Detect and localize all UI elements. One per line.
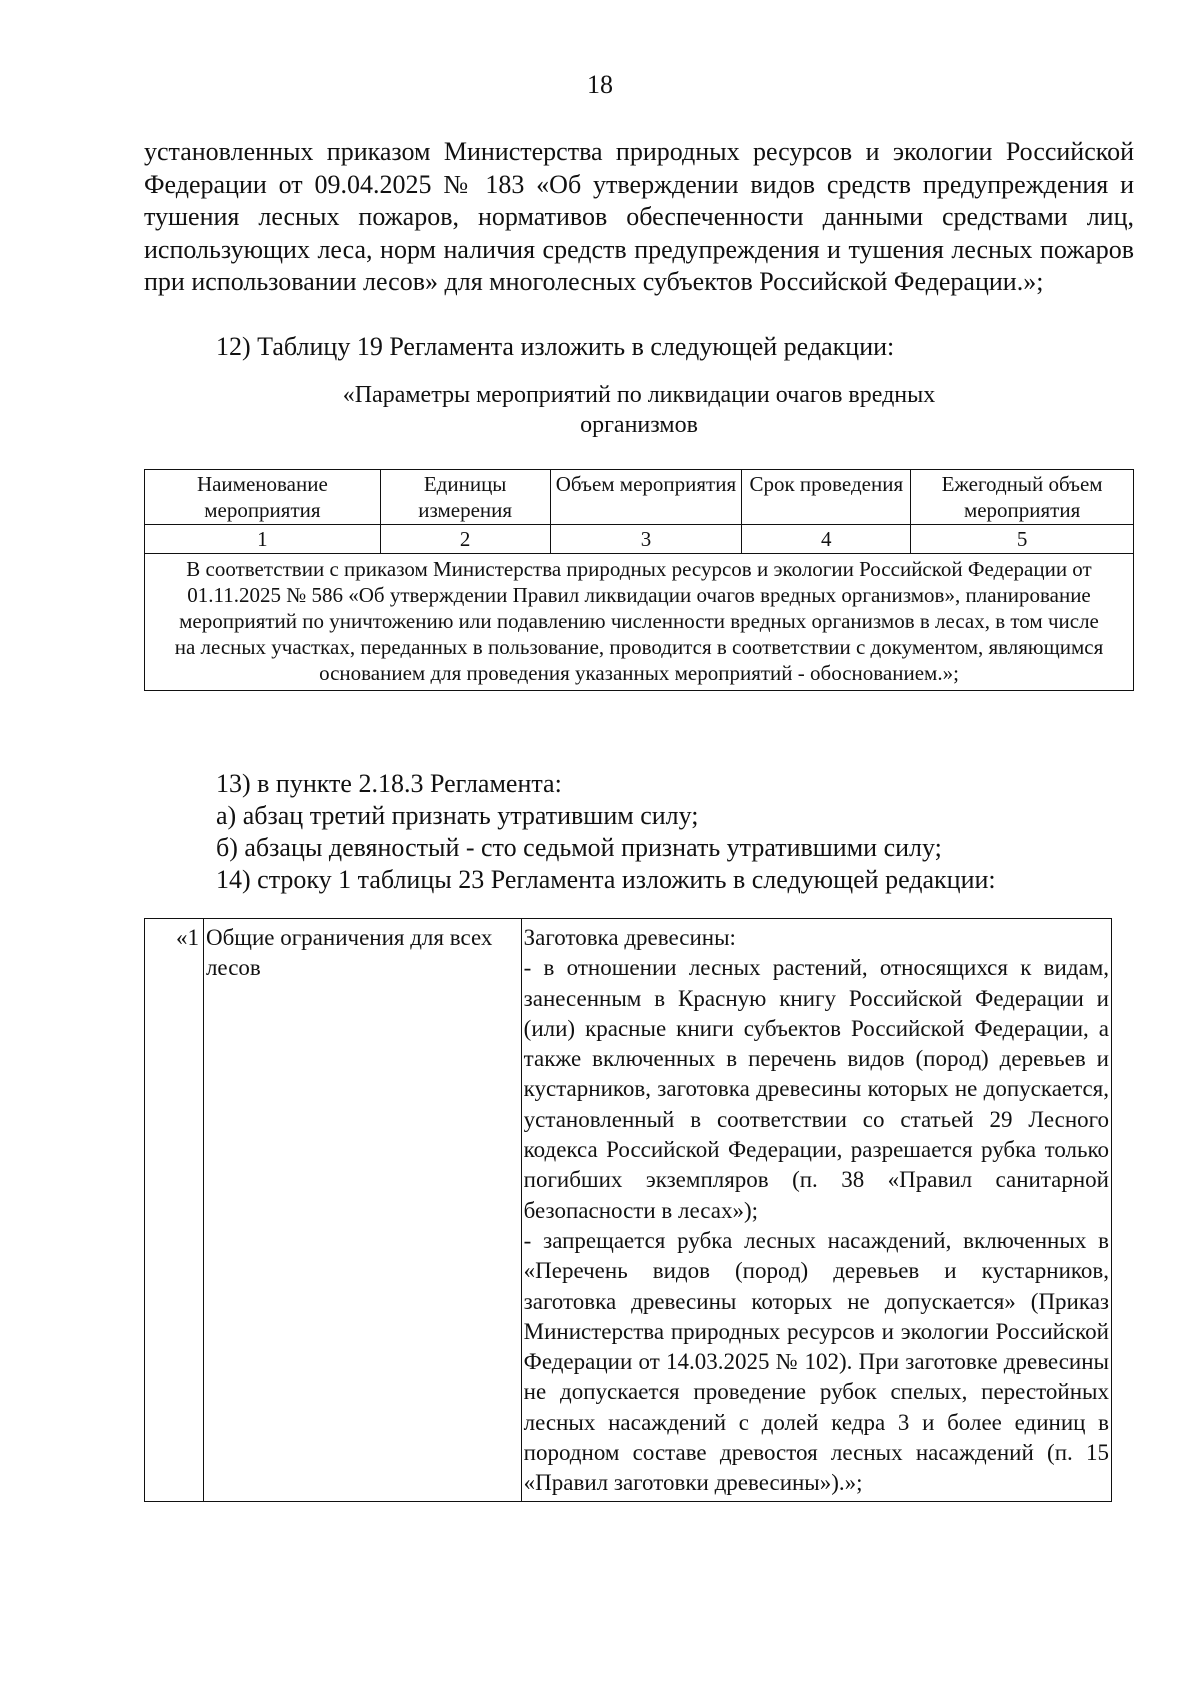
item-13-b: б) абзацы девяностый - сто седьмой признать утратившими силу;	[216, 833, 942, 862]
item-12: 12) Таблицу 19 Регламента изложить в следующей редакции:	[216, 332, 895, 361]
table-19	[144, 469, 1134, 691]
table19-merged-cell: В соответствии с приказом Министерства природных ресурсов и экологии Российской Федерации от 01.11.2025 № 586 «Об утверждении Правил ликвидации очагов вредных организмов», планирование мероприятий по уничтожению или подавлению численности вредных организмов в лесах, в том числе на лесных участках, переданных в пользование, проводится в соответствии с документом, являющимся основанием для проведения указанных мероприятий - обоснованием.»;	[145, 554, 1134, 691]
table23-content-para: - запрещается рубка лесных насаждений, включенных в «Перечень видов (пород) деревьев и кустарников, заготовка древесины которых не допускается» (Приказ Министерства природных ресурсов и экологии Российской Федерации от 14.03.2025 № 102). При заготовке древесины не допускается проведение рубок спелых, перестойных лесных насаждений с долей кедра 3 и более единиц в породном составе древостоя лесных насаждений (п. 15 «Правил заготовки древесины»).»;	[523, 1227, 1109, 1496]
table19-header-row	[145, 470, 1134, 525]
table19-title-line2: организмов	[580, 412, 698, 438]
table19-number-cell: 1	[145, 525, 381, 554]
table23-content-cell	[521, 919, 1111, 1502]
item-13-a: а) абзац третий признать утратившим силу;	[216, 801, 699, 830]
table23-restriction-name: Общие ограничения для всех лесов	[203, 919, 521, 1502]
intro-paragraph	[144, 136, 1134, 299]
page-number: 18	[587, 70, 613, 99]
table23-content-heading: Заготовка древесины:	[523, 925, 736, 950]
table19-number-cell: 5	[911, 525, 1134, 554]
item-13: 13) в пункте 2.18.3 Регламента:	[216, 769, 562, 798]
table19-header-cell: Наименование мероприятия	[145, 470, 381, 525]
table19-number-cell: 2	[380, 525, 550, 554]
table19-merged-row	[145, 554, 1134, 691]
table23-content-para: - в отношении лесных растений, относящихся к видам, занесенным в Красную книгу Российской Федерации и (или) красные книги субъектов Российской Федерации, а также включенных в перечень видов (пород) деревьев и кустарников, заготовка древесины которых не допускается, установленный в соответствии со статьей 29 Лесного кодекса Российской Федерации, разрешается рубка только погибших экземпляров (п. 38 «Правил санитарной безопасности в лесах»);	[523, 955, 1109, 1223]
table23-row-number: «1	[145, 919, 204, 1502]
table19-number-cell: 3	[550, 525, 742, 554]
table19-number-cell: 4	[742, 525, 911, 554]
table-23-row-1	[144, 918, 1112, 1502]
table19-number-row	[145, 525, 1134, 554]
table19-header-cell: Объем мероприятия	[550, 470, 742, 525]
table19-header-cell: Ежегодный объем мероприятия	[911, 470, 1134, 525]
table19-header-cell: Срок проведения	[742, 470, 911, 525]
table19-title	[144, 380, 1134, 440]
item-14: 14) строку 1 таблицы 23 Регламента изложить в следующей редакции:	[216, 865, 996, 894]
table23-row	[145, 919, 1112, 1502]
table19-header-cell: Единицы измерения	[380, 470, 550, 525]
table19-title-line1: «Параметры мероприятий по ликвидации очагов вредных	[342, 382, 936, 408]
intro-paragraph-text: установленных приказом Министерства природных ресурсов и экологии Российской Федерации от 09.04.2025 № 183 «Об утверждении видов средств предупреждения и тушения лесных пожаров, нормативов обеспеченности данными средствами лиц, использующих леса, норм наличия средств предупреждения и тушения лесных пожаров при использовании лесов» для многолесных субъектов Российской Федерации.»;	[144, 137, 1134, 296]
